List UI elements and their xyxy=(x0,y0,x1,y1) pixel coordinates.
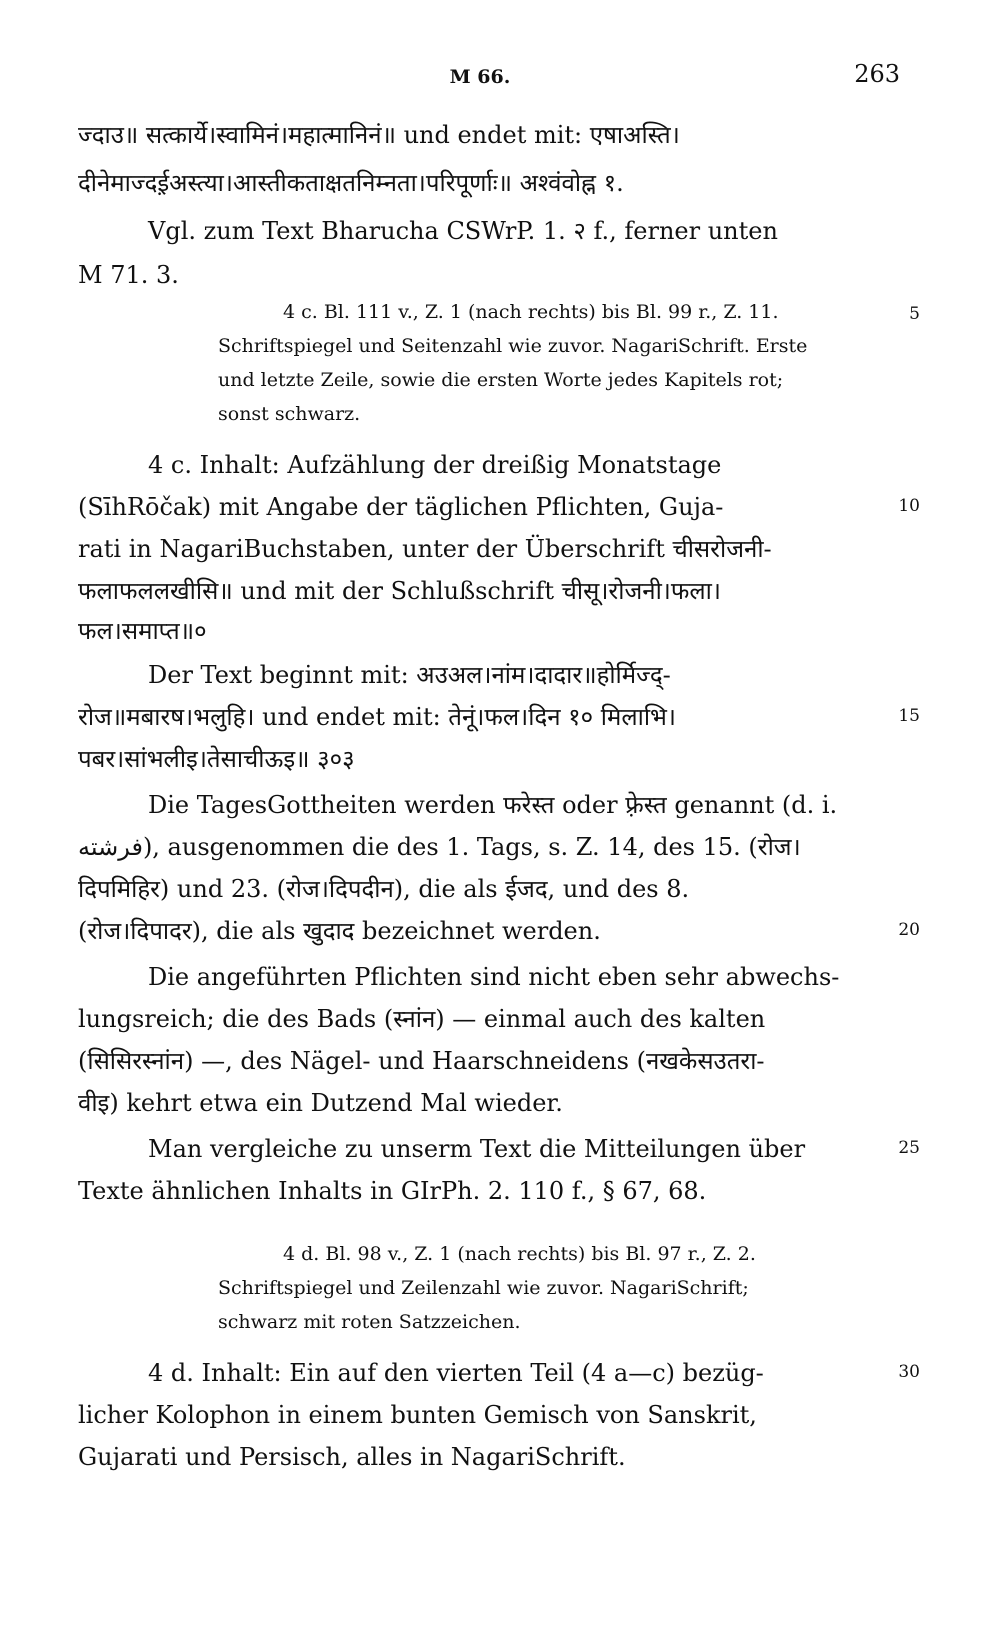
text-line: Vgl. zum Text Bharucha CSWrP. 1. २ f., ferner unten xyxy=(148,217,778,245)
text-line: licher Kolophon in einem bunten Gemisch von Sanskrit, xyxy=(78,1401,757,1429)
margin-line-number: 10 xyxy=(898,496,920,516)
text-line: फलाफललखीसि॥ und mit der Schlußschrift चीसू।रोजनी।फला। xyxy=(78,577,721,605)
text-line: Die angeführten Pflichten sind nicht eben sehr abwechs- xyxy=(148,963,840,991)
text-line: 4 c. Inhalt: Aufzählung der dreißig Monatstage xyxy=(148,451,722,479)
text-line: (रोज।दिपादर), die als खुदाद bezeichnet werden. xyxy=(78,917,601,945)
text-line: (SīhRōčak) mit Angabe der täglichen Pflichten, Guja- xyxy=(78,493,724,521)
text-line: Texte ähnlichen Inhalts in GIrPh. 2. 110 f., § 67, 68. xyxy=(78,1177,707,1205)
description-line: und letzte Zeile, sowie die ersten Worte jedes Kapitels rot; xyxy=(218,369,784,391)
text-line: (सिसिरस्नांन) —, des Nägel- und Haarschneidens (नखकेसउतरा- xyxy=(78,1047,765,1075)
text-line: M 71. 3. xyxy=(78,261,179,289)
text-line: lungsreich; die des Bads (स्नांन) — einmal auch des kalten xyxy=(78,1005,766,1033)
text-line: فرشته), ausgenommen die des 1. Tags, s. Z. 14, des 15. (रोज। xyxy=(78,833,801,861)
margin-line-number: 20 xyxy=(898,920,920,940)
text-line: Gujarati und Persisch, alles in NagariSchrift. xyxy=(78,1443,626,1471)
text-line: दिपमिहिर) und 23. (रोज।दिपदीन), die als ईजद, und des 8. xyxy=(78,875,690,903)
text-line: Man vergleiche zu unserm Text die Mitteilungen über xyxy=(148,1135,806,1163)
description-line: schwarz mit roten Satzzeichen. xyxy=(218,1311,521,1333)
margin-line-number: 30 xyxy=(898,1362,920,1382)
text-line: Die TagesGottheiten werden फरेस्त oder फ़्रेस्त genannt (d. i. xyxy=(148,791,838,819)
margin-line-number: 5 xyxy=(909,304,920,324)
text-line: 4 d. Inhalt: Ein auf den vierten Teil (4 a—c) bezüg- xyxy=(148,1359,764,1387)
description-line: Schriftspiegel und Zeilenzahl wie zuvor. NagariSchrift; xyxy=(218,1277,749,1299)
description-line: sonst schwarz. xyxy=(218,403,361,425)
text-line: दीनेमाज्दई़अस्त्या।आस्तीकताक्षतनिम्नता।परिपूर्णाः॥ अश्वंवोह्न १. xyxy=(78,169,624,197)
text-line: ज्दाउ॥ सत्कार्ये।स्वामिनं।महात्मानिनं॥ und endet mit: एषाअस्ति। xyxy=(78,121,680,149)
running-header: M 66. xyxy=(449,66,511,88)
text-line: वीइ) kehrt etwa ein Dutzend Mal wieder. xyxy=(78,1089,563,1117)
description-line: 4 c. Bl. 111 v., Z. 1 (nach rechts) bis Bl. 99 r., Z. 11. xyxy=(283,301,779,323)
page-number: 263 xyxy=(854,60,900,88)
margin-line-number: 25 xyxy=(898,1138,920,1158)
description-line: Schriftspiegel und Seitenzahl wie zuvor. NagariSchrift. Erste xyxy=(218,335,808,357)
margin-line-number: 15 xyxy=(898,706,920,726)
text-line: पबर।सांभलीइ।तेसाचीऊइ॥ ३०३ xyxy=(78,745,355,773)
text-line: रोज॥मबारष।भलुहि। und endet mit: तेनूं।फल।दिन १० मिलाभि। xyxy=(78,703,677,731)
text-line: फल।समाप्त॥० xyxy=(78,617,207,645)
description-line: 4 d. Bl. 98 v., Z. 1 (nach rechts) bis Bl. 97 r., Z. 2. xyxy=(283,1243,756,1265)
text-line: Der Text beginnt mit: अउअल।नांम।दादार॥होर्मिज्द्- xyxy=(148,661,671,689)
text-line: rati in NagariBuchstaben, unter der Überschrift चीसरोजनी- xyxy=(78,535,772,563)
